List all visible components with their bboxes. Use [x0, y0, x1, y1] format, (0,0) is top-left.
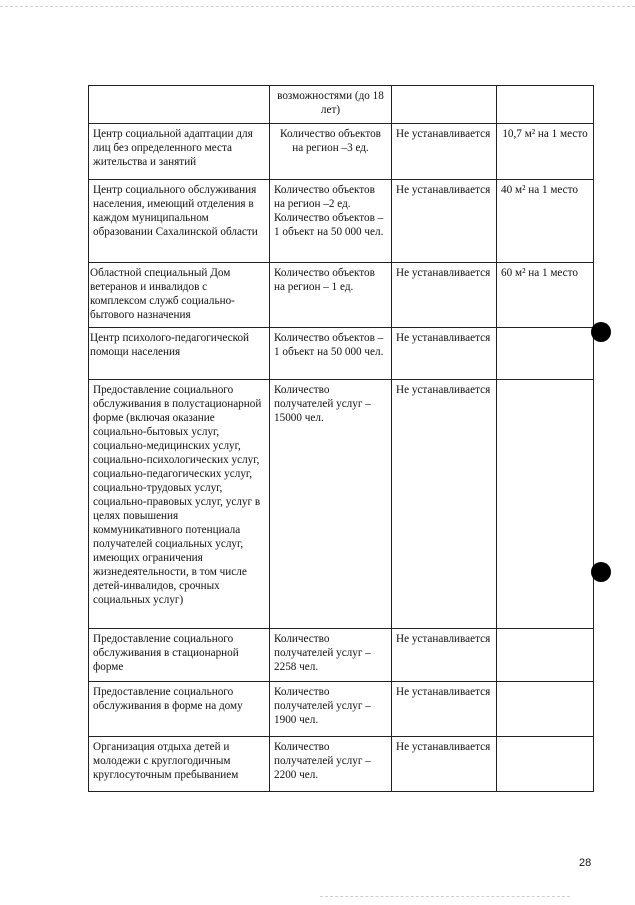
scan-top-edge: [0, 6, 635, 7]
facility-indicator: Количество объектов на регион –2 ед. Количество объектов – 1 объект на 50 000 чел.: [270, 180, 392, 263]
facility-name: Центр психолого-педагогической помощи населения: [89, 328, 270, 380]
facility-name: Предоставление социального обслуживания в полустационарной форме (включая оказание социально-бытовых услуг, социально-медицинских услуг, социально-психологических услуг, социально-педагогических услуг, социально-трудовых услуг, социально-правовых услуг, услуг в целях повышения коммуникативного потенциала получателей социальных услуг, имеющих ограничения жизнедеятельности, в том числе детей-инвалидов, срочных социальных услуг): [89, 380, 270, 629]
facility-status: Не устанавливается: [392, 180, 497, 263]
table-row: [89, 380, 594, 629]
facility-norm: 60 м² на 1 место: [497, 263, 594, 328]
facility-indicator: Количество объектов – 1 объект на 50 000 чел.: [270, 328, 392, 380]
facility-name: Центр социальной адаптации для лиц без определенного места жительства и занятий: [89, 124, 270, 180]
table-row: [89, 263, 594, 328]
facility-status: Не устанавливается: [392, 629, 497, 682]
facility-name: Предоставление социального обслуживания в форме на дому: [89, 682, 270, 737]
facility-norm: [497, 629, 594, 682]
facility-name: Организация отдыха детей и молодежи с круглогодичным круглосуточным пребыванием: [89, 737, 270, 792]
facility-norm: [497, 380, 594, 629]
facility-indicator: Количество объектов на регион – 1 ед.: [270, 263, 392, 328]
facility-indicator: Количество получателей услуг – 2258 чел.: [270, 629, 392, 682]
table-row: [89, 180, 594, 263]
table-row: [89, 86, 594, 124]
table-row: [89, 328, 594, 380]
table-row: [89, 737, 594, 792]
table-row: [89, 124, 594, 180]
facility-norm: 40 м² на 1 место: [497, 180, 594, 263]
table-cell: [392, 86, 497, 124]
facility-norm: [497, 682, 594, 737]
table-row: [89, 629, 594, 682]
facility-status: Не устанавливается: [392, 737, 497, 792]
binder-hole: [591, 322, 611, 342]
facility-indicator: Количество получателей услуг – 15000 чел.: [270, 380, 392, 629]
facility-norm: 10,7 м² на 1 место: [497, 124, 594, 180]
table-cell: возможностями (до 18 лет): [270, 86, 392, 124]
facility-indicator: Количество получателей услуг – 2200 чел.: [270, 737, 392, 792]
facility-norm: [497, 328, 594, 380]
page-number: 28: [579, 857, 592, 869]
facility-status: Не устанавливается: [392, 380, 497, 629]
binder-hole: [591, 562, 611, 582]
facility-norm: [497, 737, 594, 792]
facility-status: Не устанавливается: [392, 328, 497, 380]
facility-name: Предоставление социального обслуживания в стационарной форме: [89, 629, 270, 682]
social-services-table: [88, 85, 594, 792]
facility-name: Центр социального обслуживания населения, имеющий отделения в каждом муниципальном образовании Сахалинской области: [89, 180, 270, 263]
facility-status: Не устанавливается: [392, 263, 497, 328]
table-row: [89, 682, 594, 737]
facility-status: Не устанавливается: [392, 124, 497, 180]
facility-indicator: Количество получателей услуг – 1900 чел.: [270, 682, 392, 737]
table-cell: [497, 86, 594, 124]
facility-status: Не устанавливается: [392, 682, 497, 737]
table-cell: [89, 86, 270, 124]
facility-name: Областной специальный Дом ветеранов и инвалидов с комплексом служб социально-бытового назначения: [89, 263, 270, 328]
facility-indicator: Количество объектов на регион –3 ед.: [270, 124, 392, 180]
scan-bottom-edge: [320, 896, 570, 897]
